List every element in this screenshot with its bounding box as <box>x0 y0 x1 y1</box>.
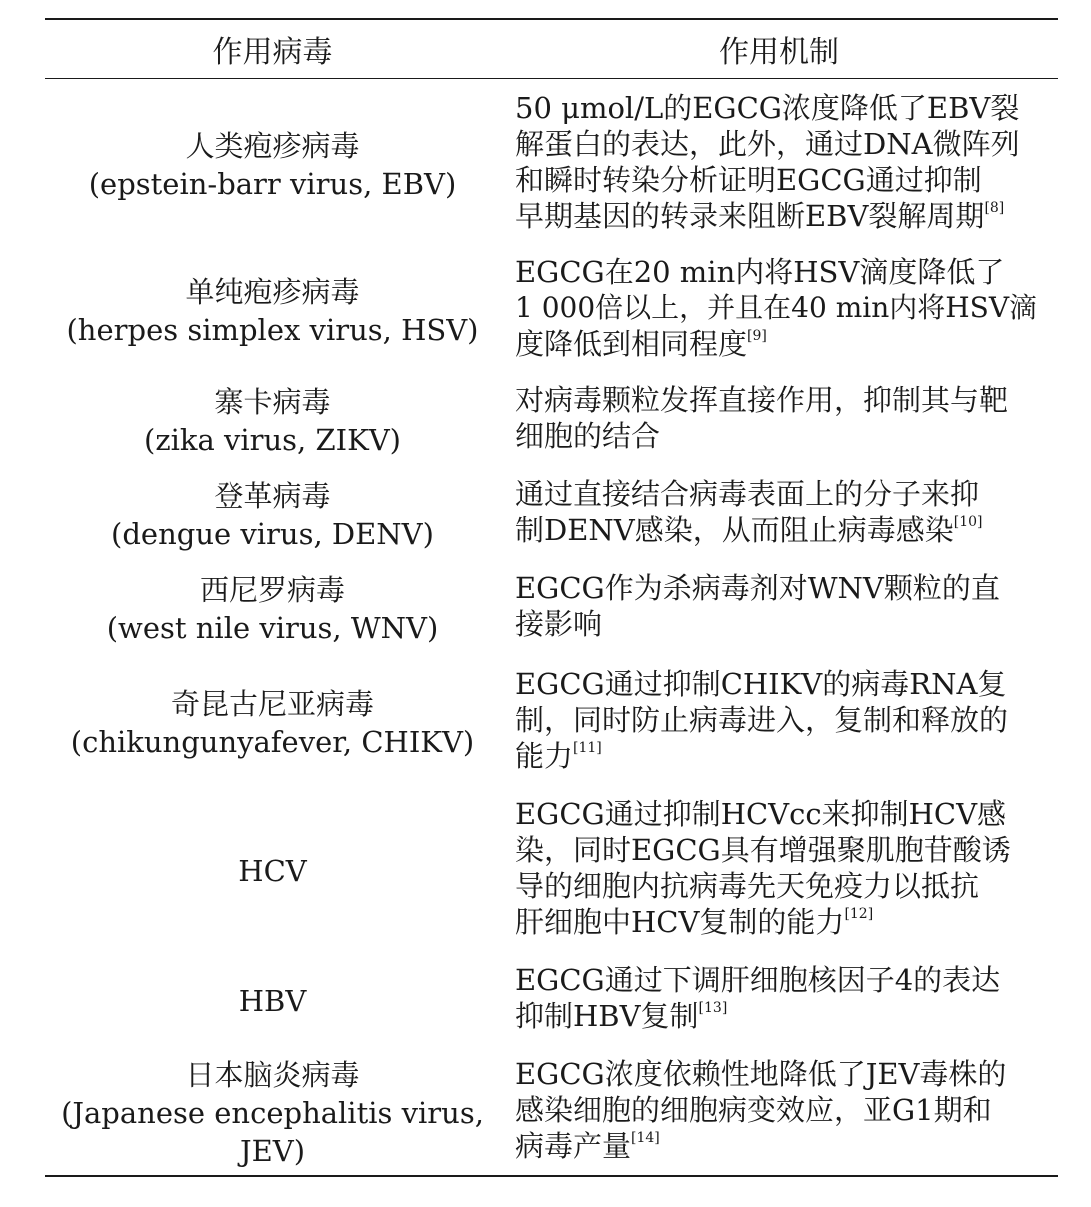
virus-name-en: (dengue virus, DENV) <box>111 517 434 551</box>
mechanism-cell <box>515 962 1045 1034</box>
mechanism-line: EGCG通过抑制CHIKV的病毒RNA复 <box>515 667 1007 701</box>
mechanism-line: 导的细胞内抗病毒先天免疫力以抵抗 <box>515 869 980 903</box>
virus-cell <box>45 382 500 460</box>
virus-cell <box>45 254 500 368</box>
mechanism-cell <box>515 666 1045 774</box>
mechanism-line: 制，同时防止病毒进入，复制和释放的 <box>515 703 1009 737</box>
table-row <box>45 476 1058 554</box>
virus-name-cn: 寨卡病毒 <box>214 385 331 419</box>
mechanism-line: 和瞬时转染分析证明EGCG通过抑制 <box>515 163 982 197</box>
table-row <box>45 666 1058 780</box>
mechanism-line: 解蛋白的表达，此外，通过DNA微阵列 <box>515 127 1020 161</box>
virus-cell <box>45 666 500 780</box>
mechanism-line: EGCG作为杀病毒剂对WNV颗粒的直 <box>515 571 1000 605</box>
virus-name-en: (herpes simplex virus, HSV) <box>66 313 479 347</box>
virus-name-en: (zika virus, ZIKV) <box>144 423 401 457</box>
mechanism-cell <box>515 382 1045 454</box>
table-row <box>45 570 1058 648</box>
table-row <box>45 382 1058 460</box>
mechanism-line: 细胞的结合 <box>515 419 661 453</box>
mechanism-cell <box>515 90 1045 234</box>
mechanism-cell <box>515 254 1045 362</box>
virus-name-cn: 西尼罗病毒 <box>199 573 345 607</box>
mechanism-cell <box>515 796 1045 940</box>
mechanism-line: 病毒产量[14] <box>515 1129 660 1163</box>
table-header-rule <box>45 78 1058 79</box>
mechanism-line: 制DENV感染，从而阻止病毒感染[10] <box>515 513 983 547</box>
mechanism-line: 感染细胞的细胞病变效应，亚G1期和 <box>515 1093 992 1127</box>
mechanism-line: 抑制HBV复制[13] <box>515 999 728 1033</box>
mechanism-line: 染，同时EGCG具有增强聚肌胞苷酸诱 <box>515 833 1011 867</box>
mechanism-line: EGCG在20 min内将HSV滴度降低了 <box>515 255 1005 289</box>
reference-marker: [8] <box>984 200 1005 216</box>
table-row <box>45 90 1058 240</box>
mechanism-line: 对病毒颗粒发挥直接作用，抑制其与靶 <box>515 383 1009 417</box>
virus-cell <box>45 90 500 240</box>
virus-name-en: (epstein-barr virus, EBV) <box>88 167 457 201</box>
mechanism-line: 通过直接结合病毒表面上的分子来抑 <box>515 477 980 511</box>
table-row <box>45 254 1058 368</box>
virus-name-cn: 人类疱疹病毒 <box>185 129 360 163</box>
mechanism-cell <box>515 476 1045 548</box>
virus-cell <box>45 1056 500 1170</box>
mechanism-line: 早期基因的转录来阻断EBV裂解周期[8] <box>515 199 1005 233</box>
reference-marker: [13] <box>698 1000 728 1016</box>
mechanism-cell <box>515 570 1045 642</box>
virus-name-cn: HCV <box>238 854 307 888</box>
header-virus: 作用病毒 <box>212 35 333 70</box>
virus-name-cn: 奇昆古尼亚病毒 <box>170 687 374 721</box>
mechanism-line: EGCG浓度依赖性地降低了JEV毒株的 <box>515 1057 1007 1091</box>
virus-name-cn: HBV <box>238 984 307 1018</box>
virus-cell <box>45 962 500 1040</box>
table-row <box>45 962 1058 1040</box>
mechanism-line: 度降低到相同程度[9] <box>515 327 767 361</box>
table-bottom-rule <box>45 1175 1058 1177</box>
table-row <box>45 796 1058 946</box>
mechanism-line: 肝细胞中HCV复制的能力[12] <box>515 905 874 939</box>
reference-marker: [10] <box>953 514 983 530</box>
reference-marker: [14] <box>631 1130 660 1146</box>
mechanism-line: 能力[11] <box>515 739 602 773</box>
virus-name-en: (west nile virus, WNV) <box>106 611 439 645</box>
virus-name-cn: 登革病毒 <box>214 479 331 513</box>
reference-marker: [9] <box>747 328 767 344</box>
mechanism-line: EGCG通过下调肝细胞核因子4的表达 <box>515 963 1001 997</box>
virus-name-en: (Japanese encephalitis virus, JEV) <box>61 1096 484 1168</box>
mechanism-line: 1 000倍以上，并且在40 min内将HSV滴 <box>515 291 1038 324</box>
mechanism-cell <box>515 1056 1045 1164</box>
virus-name-en: (chikungunyafever, CHIKV) <box>70 725 475 759</box>
virus-name-cn: 单纯疱疹病毒 <box>185 275 360 309</box>
virus-name-cn: 日本脑炎病毒 <box>185 1058 360 1092</box>
header-mechanism: 作用机制 <box>719 35 839 70</box>
reference-marker: [12] <box>844 906 874 922</box>
virus-cell <box>45 570 500 648</box>
virus-cell <box>45 796 500 946</box>
mechanism-line: EGCG通过抑制HCVcc来抑制HCV感 <box>515 797 1007 831</box>
mechanism-line: 接影响 <box>515 607 603 641</box>
mechanism-line: 50 μmol/L的EGCG浓度降低了EBV裂 <box>515 91 1020 125</box>
table-row <box>45 1056 1058 1170</box>
virus-cell <box>45 476 500 554</box>
reference-marker: [11] <box>573 740 602 756</box>
